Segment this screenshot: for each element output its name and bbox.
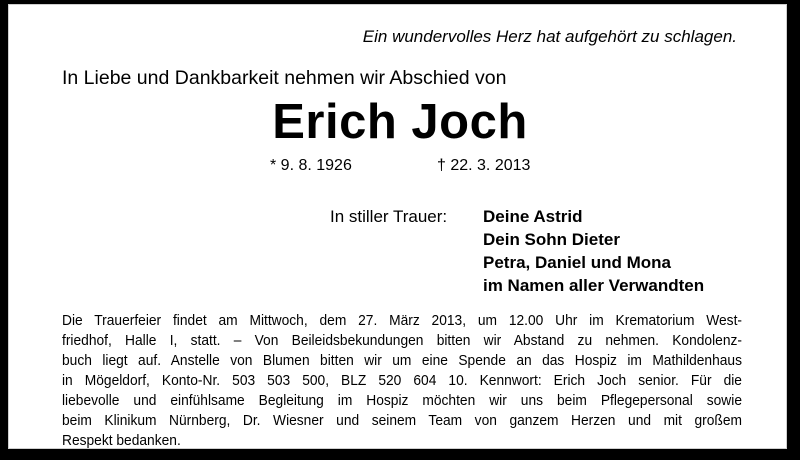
body-line: friedhof, Halle I, statt. – Von Beileidsbekundungen bitten wir Abstand zu nehmen. Kondolenz- <box>62 332 742 349</box>
mourning-label: In stiller Trauer: <box>330 207 448 226</box>
funeral-details <box>62 311 742 451</box>
death-date: † 22. 3. 2013 <box>437 157 531 174</box>
body-line: Die Trauerfeier findet am Mittwoch, dem 27. März 2013, um 12.00 Uhr im Krematorium West- <box>62 312 742 329</box>
body-line: liebevolle und einfühlsame Begleitung im Hospiz möchten wir uns beim Pflegepersonal sowie <box>62 392 742 409</box>
intro-line: In Liebe und Dankbarkeit nehmen wir Abschied von <box>62 67 507 89</box>
mourner-line: Deine Astrid <box>483 207 583 226</box>
deceased-name: Erich Joch <box>272 95 528 149</box>
mourners-list <box>483 205 704 297</box>
birth-date: * 9. 8. 1926 <box>270 157 352 174</box>
body-line: beim Klinikum Nürnberg, Dr. Wiesner und seinem Team von ganzem Herzen und mit großem <box>62 412 742 429</box>
mourner-line: Petra, Daniel und Mona <box>483 253 671 272</box>
body-line: in Mögeldorf, Konto-Nr. 503 503 500, BLZ 520 604 10. Kennwort: Erich Joch senior. Für die <box>62 372 742 389</box>
mourner-line: im Namen aller Verwandten <box>483 276 705 295</box>
epigraph-line: Ein wundervolles Herz hat aufgehört zu schlagen. <box>362 27 737 46</box>
body-line: Respekt bedanken. <box>62 432 181 449</box>
body-line: buch liegt auf. Anstelle von Blumen bitten wir um eine Spende an das Hospiz im Mathildenhaus <box>62 352 742 369</box>
mourner-line: Dein Sohn Dieter <box>483 230 620 249</box>
